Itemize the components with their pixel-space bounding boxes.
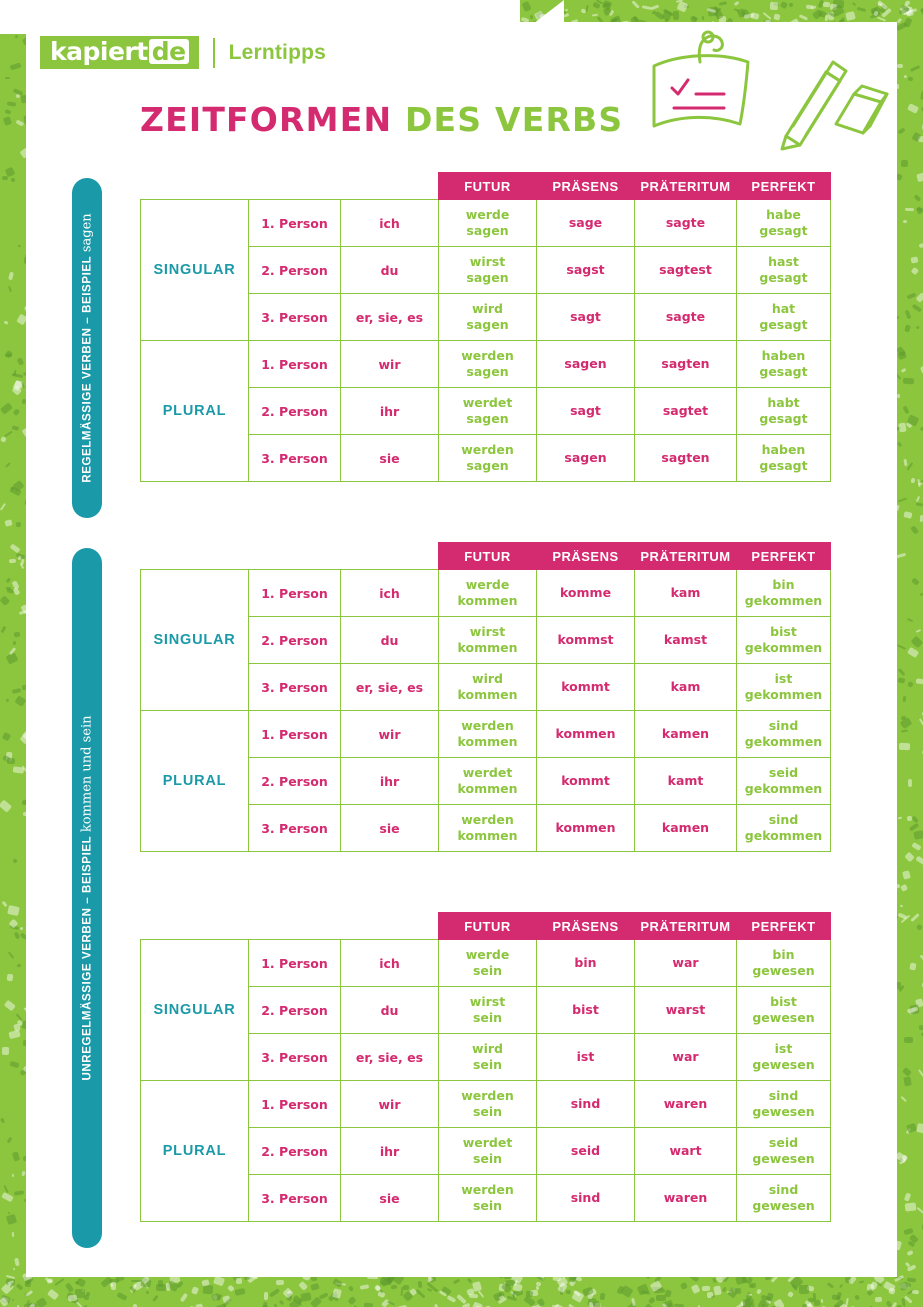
cell-praeteritum: kam xyxy=(635,664,737,711)
header-section-title: Lerntipps xyxy=(228,40,327,64)
person-label: 1. Person xyxy=(249,570,341,617)
header-corner-wedge xyxy=(0,0,520,34)
pronoun: ich xyxy=(341,200,439,247)
column-header-praeteritum: PRÄTERITUM xyxy=(635,913,737,940)
side-tab-regular-example: sagen xyxy=(79,213,95,253)
cell-futur: werde sein xyxy=(439,940,537,987)
cell-praeteritum: kamen xyxy=(635,711,737,758)
cell-praesens: bist xyxy=(537,987,635,1034)
header-divider xyxy=(213,38,215,68)
table-row xyxy=(141,341,831,388)
column-header-praesens: PRÄSENS xyxy=(537,173,635,200)
cell-praesens: kommt xyxy=(537,758,635,805)
column-header-praesens: PRÄSENS xyxy=(537,543,635,570)
sticky-note-icon xyxy=(654,32,748,126)
cell-praeteritum: sagten xyxy=(635,435,737,482)
header-doodles xyxy=(640,28,890,153)
cell-praesens: seid xyxy=(537,1128,635,1175)
cell-futur: werden kommen xyxy=(439,805,537,852)
cell-praesens: komme xyxy=(537,570,635,617)
pronoun: er, sie, es xyxy=(341,1034,439,1081)
column-header-futur: FUTUR xyxy=(439,173,537,200)
cell-praesens: sagst xyxy=(537,247,635,294)
table-header-row xyxy=(141,173,831,200)
person-label: 3. Person xyxy=(249,1034,341,1081)
cell-perfekt: habt gesagt xyxy=(737,388,831,435)
person-label: 2. Person xyxy=(249,388,341,435)
conjugation-table-sein xyxy=(140,912,831,1222)
pronoun: ihr xyxy=(341,388,439,435)
pronoun: sie xyxy=(341,435,439,482)
person-label: 1. Person xyxy=(249,940,341,987)
page-title-part1: ZEITFORMEN xyxy=(140,100,393,139)
cell-futur: werdet kommen xyxy=(439,758,537,805)
table-row xyxy=(141,711,831,758)
cell-perfekt: hat gesagt xyxy=(737,294,831,341)
person-label: 3. Person xyxy=(249,435,341,482)
brand-logo-suffix: de xyxy=(149,39,189,64)
cell-perfekt: seid gewesen xyxy=(737,1128,831,1175)
cell-perfekt: haben gesagt xyxy=(737,435,831,482)
cell-praeteritum: wart xyxy=(635,1128,737,1175)
cell-futur: werden kommen xyxy=(439,711,537,758)
cell-perfekt: bist gekommen xyxy=(737,617,831,664)
person-label: 2. Person xyxy=(249,1128,341,1175)
side-tab-regular-label: REGELMÄSSIGE VERBEN – BEISPIEL xyxy=(81,252,94,483)
person-label: 3. Person xyxy=(249,294,341,341)
side-tab-regular-verbs xyxy=(72,178,102,518)
cell-praeteritum: kamen xyxy=(635,805,737,852)
brand-logo xyxy=(40,36,199,69)
cell-perfekt: ist gekommen xyxy=(737,664,831,711)
cell-praesens: kommen xyxy=(537,805,635,852)
side-tab-irregular-verbs xyxy=(72,548,102,1248)
cell-praesens: kommt xyxy=(537,664,635,711)
cell-futur: wird kommen xyxy=(439,664,537,711)
pencil-icon xyxy=(782,62,846,149)
cell-praeteritum: waren xyxy=(635,1175,737,1222)
cell-futur: werdet sagen xyxy=(439,388,537,435)
column-header-perfekt: PERFEKT xyxy=(737,913,831,940)
person-label: 2. Person xyxy=(249,758,341,805)
pronoun: ihr xyxy=(341,758,439,805)
cell-perfekt: bin gewesen xyxy=(737,940,831,987)
cell-praesens: bin xyxy=(537,940,635,987)
cell-praeteritum: sagtet xyxy=(635,388,737,435)
column-header-praeteritum: PRÄTERITUM xyxy=(635,543,737,570)
eraser-icon xyxy=(836,86,887,133)
cell-praesens: sagt xyxy=(537,388,635,435)
table-row xyxy=(141,200,831,247)
column-header-futur: FUTUR xyxy=(439,913,537,940)
cell-perfekt: hast gesagt xyxy=(737,247,831,294)
cell-praeteritum: sagten xyxy=(635,341,737,388)
cell-praeteritum: kamst xyxy=(635,617,737,664)
person-label: 2. Person xyxy=(249,247,341,294)
cell-praeteritum: kamt xyxy=(635,758,737,805)
cell-futur: werden sein xyxy=(439,1175,537,1222)
column-header-futur: FUTUR xyxy=(439,543,537,570)
cell-perfekt: seid gekommen xyxy=(737,758,831,805)
cell-praesens: sagt xyxy=(537,294,635,341)
pronoun: sie xyxy=(341,1175,439,1222)
conjugation-table-sagen xyxy=(140,172,831,482)
cell-futur: wird sein xyxy=(439,1034,537,1081)
conjugation-table-kommen xyxy=(140,542,831,852)
cell-praeteritum: war xyxy=(635,1034,737,1081)
pronoun: wir xyxy=(341,1081,439,1128)
column-header-praeteritum: PRÄTERITUM xyxy=(635,173,737,200)
cell-perfekt: sind gewesen xyxy=(737,1081,831,1128)
pronoun: wir xyxy=(341,711,439,758)
table-row xyxy=(141,570,831,617)
group-plural: PLURAL xyxy=(141,1081,249,1222)
pronoun: du xyxy=(341,247,439,294)
group-singular: SINGULAR xyxy=(141,570,249,711)
cell-praesens: kommst xyxy=(537,617,635,664)
cell-futur: werden sagen xyxy=(439,341,537,388)
group-plural: PLURAL xyxy=(141,711,249,852)
pronoun: ihr xyxy=(341,1128,439,1175)
person-label: 2. Person xyxy=(249,987,341,1034)
person-label: 1. Person xyxy=(249,341,341,388)
cell-futur: werde sagen xyxy=(439,200,537,247)
table-header-row xyxy=(141,913,831,940)
cell-praesens: sage xyxy=(537,200,635,247)
person-label: 3. Person xyxy=(249,805,341,852)
cell-futur: werde kommen xyxy=(439,570,537,617)
cell-praeteritum: sagte xyxy=(635,294,737,341)
cell-praesens: sind xyxy=(537,1175,635,1222)
page-title xyxy=(140,100,623,139)
cell-perfekt: haben gesagt xyxy=(737,341,831,388)
cell-praesens: sind xyxy=(537,1081,635,1128)
column-header-praesens: PRÄSENS xyxy=(537,913,635,940)
pronoun: wir xyxy=(341,341,439,388)
person-label: 3. Person xyxy=(249,1175,341,1222)
side-tab-irregular-label: UNREGELMÄSSIGE VERBEN – BEISPIEL xyxy=(81,832,94,1081)
cell-perfekt: sind gewesen xyxy=(737,1175,831,1222)
cell-perfekt: bist gewesen xyxy=(737,987,831,1034)
cell-praeteritum: war xyxy=(635,940,737,987)
table-header-row xyxy=(141,543,831,570)
person-label: 1. Person xyxy=(249,711,341,758)
cell-perfekt: bin gekommen xyxy=(737,570,831,617)
cell-perfekt: habe gesagt xyxy=(737,200,831,247)
person-label: 3. Person xyxy=(249,664,341,711)
pronoun: du xyxy=(341,987,439,1034)
column-header-perfekt: PERFEKT xyxy=(737,173,831,200)
cell-praeteritum: waren xyxy=(635,1081,737,1128)
header xyxy=(40,36,326,69)
person-label: 2. Person xyxy=(249,617,341,664)
pronoun: er, sie, es xyxy=(341,664,439,711)
cell-futur: wird sagen xyxy=(439,294,537,341)
pronoun: sie xyxy=(341,805,439,852)
brand-logo-text: kapiert xyxy=(50,37,148,66)
person-label: 1. Person xyxy=(249,200,341,247)
table-row xyxy=(141,1081,831,1128)
cell-futur: werdet sein xyxy=(439,1128,537,1175)
cell-futur: wirst kommen xyxy=(439,617,537,664)
cell-praesens: sagen xyxy=(537,435,635,482)
pronoun: er, sie, es xyxy=(341,294,439,341)
cell-futur: wirst sagen xyxy=(439,247,537,294)
person-label: 1. Person xyxy=(249,1081,341,1128)
cell-perfekt: sind gekommen xyxy=(737,711,831,758)
cell-praesens: kommen xyxy=(537,711,635,758)
cell-praeteritum: sagtest xyxy=(635,247,737,294)
cell-praeteritum: kam xyxy=(635,570,737,617)
pronoun: ich xyxy=(341,570,439,617)
page-title-part2: DES VERBS xyxy=(404,100,624,139)
group-singular: SINGULAR xyxy=(141,940,249,1081)
table-row xyxy=(141,940,831,987)
side-tab-irregular-example: kommen und sein xyxy=(79,715,95,833)
column-header-perfekt: PERFEKT xyxy=(737,543,831,570)
group-singular: SINGULAR xyxy=(141,200,249,341)
cell-praesens: sagen xyxy=(537,341,635,388)
cell-perfekt: sind gekommen xyxy=(737,805,831,852)
pronoun: du xyxy=(341,617,439,664)
cell-praesens: ist xyxy=(537,1034,635,1081)
cell-praeteritum: sagte xyxy=(635,200,737,247)
pronoun: ich xyxy=(341,940,439,987)
cell-futur: werden sagen xyxy=(439,435,537,482)
cell-futur: wirst sein xyxy=(439,987,537,1034)
cell-futur: werden sein xyxy=(439,1081,537,1128)
group-plural: PLURAL xyxy=(141,341,249,482)
cell-perfekt: ist gewesen xyxy=(737,1034,831,1081)
cell-praeteritum: warst xyxy=(635,987,737,1034)
